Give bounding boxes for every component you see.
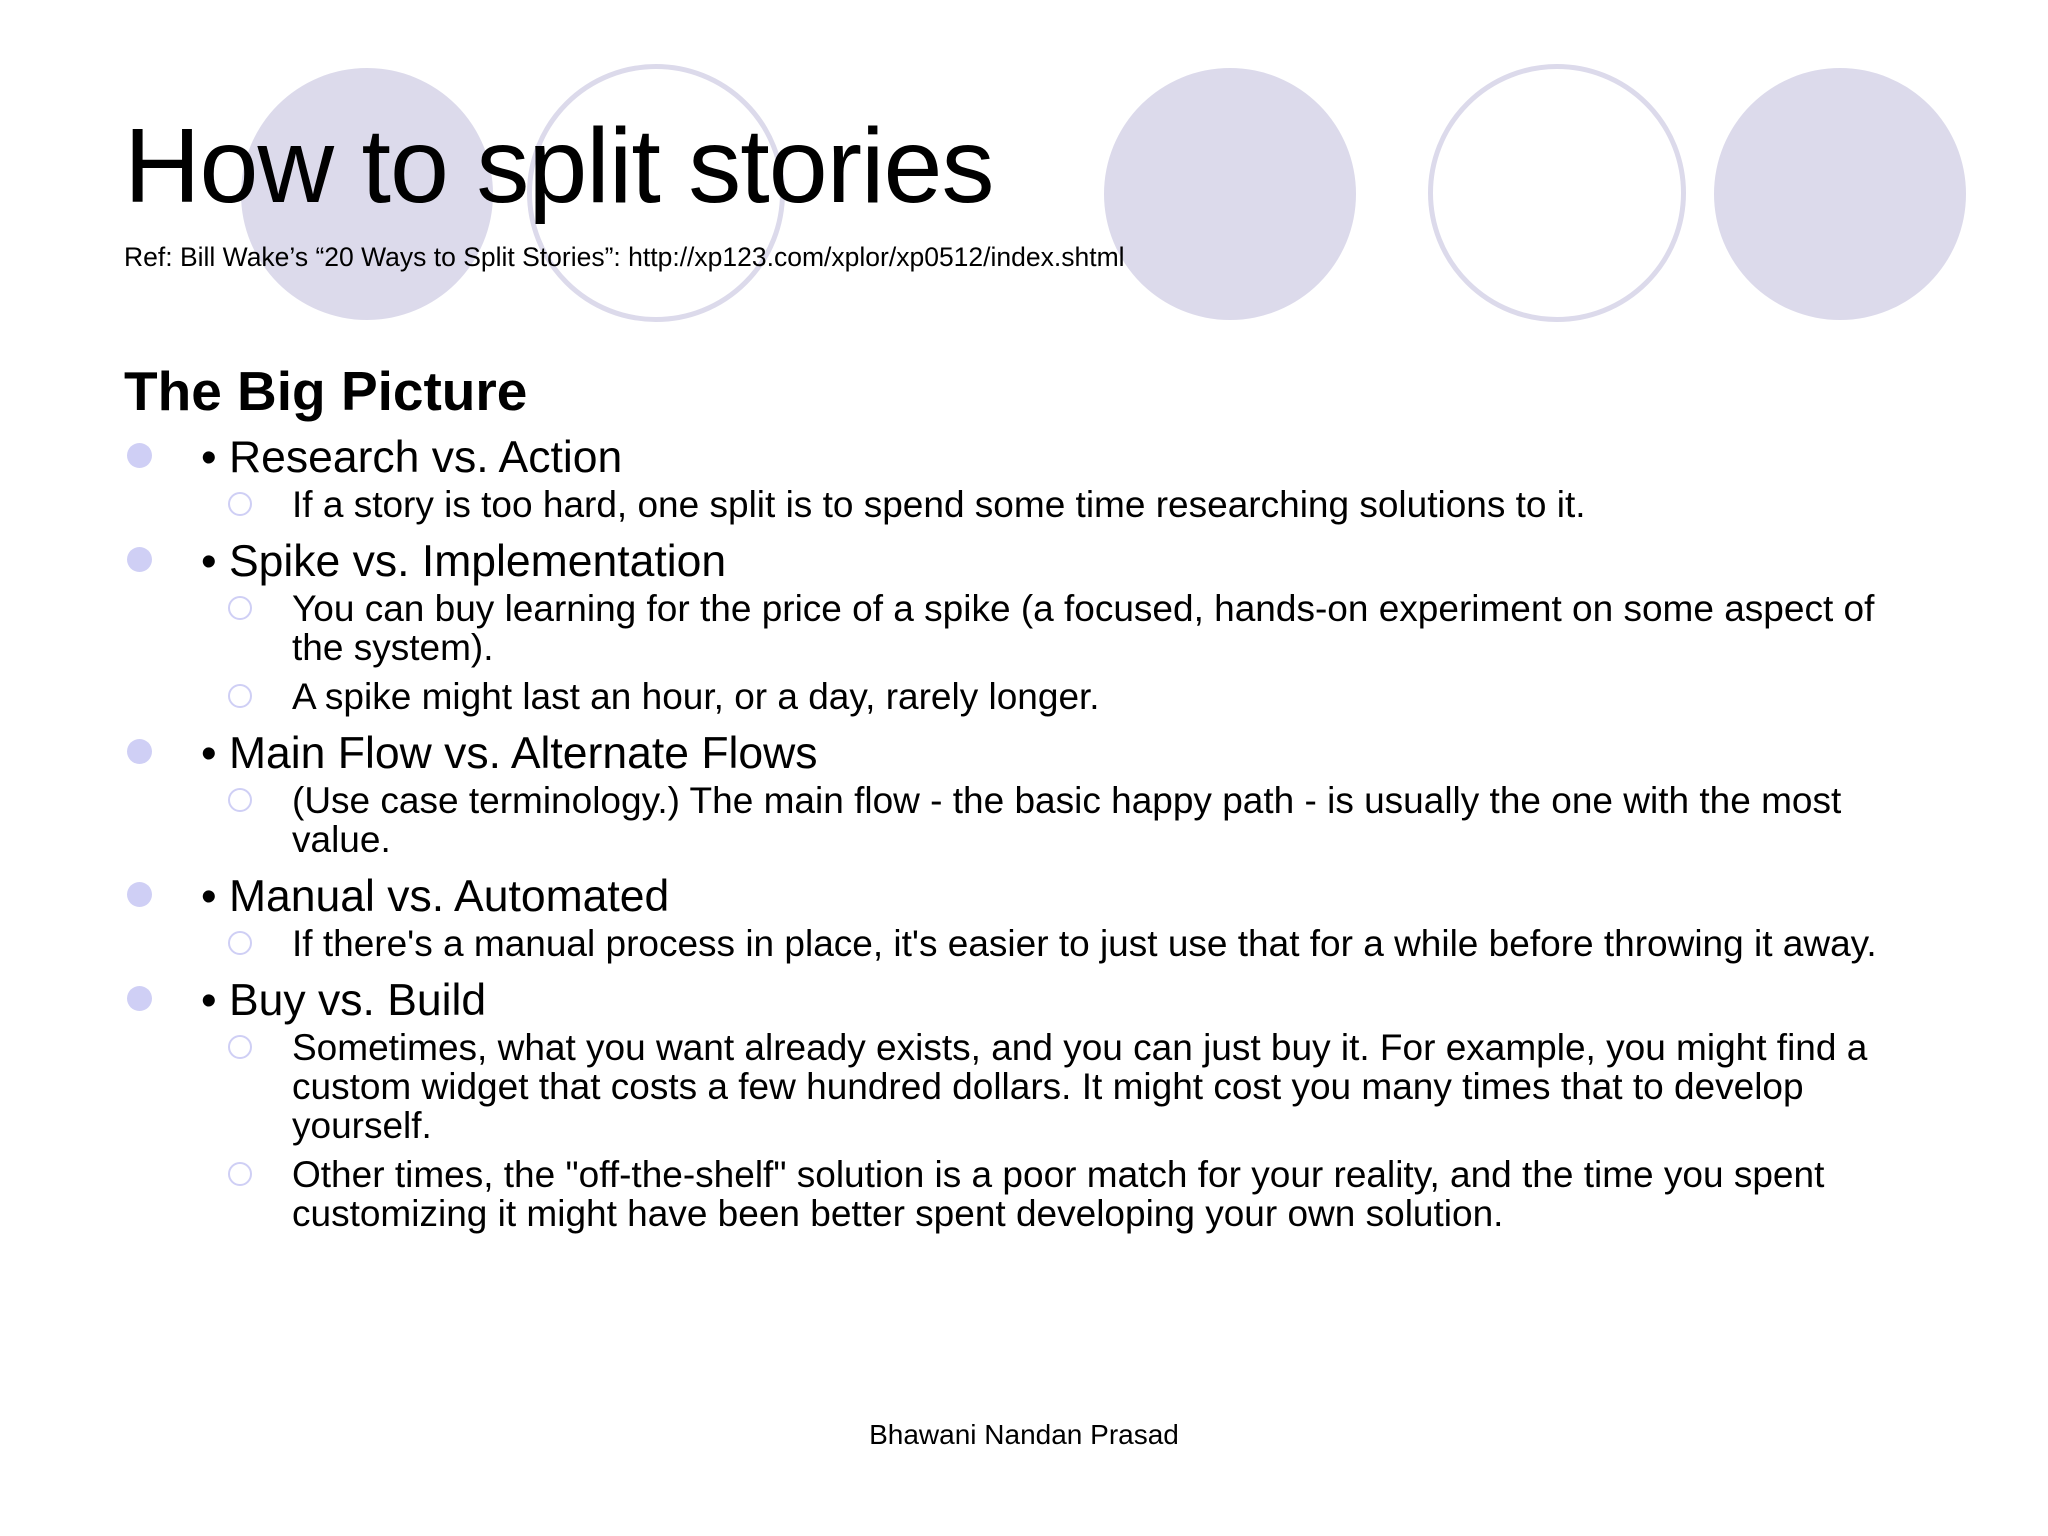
footer-author: Bhawani Nandan Prasad — [869, 1419, 1179, 1450]
point-text: Sometimes, what you want already exists, and you can just buy it. For example, you might find a custom widget that costs a few hundred dollars. It might cost you many times that to develop yourself. — [292, 1027, 1868, 1146]
topic-item — [124, 430, 1924, 524]
point-item — [292, 781, 1924, 859]
hollow-circle-bullet-icon — [228, 684, 252, 708]
topic-label: • Manual vs. Automated — [201, 872, 670, 921]
point-list — [124, 589, 1924, 716]
topic-label: • Spike vs. Implementation — [201, 537, 727, 586]
topic-label: • Research vs. Action — [201, 433, 623, 482]
topic-row — [124, 726, 1924, 781]
topic-row — [124, 869, 1924, 924]
point-list — [124, 781, 1924, 859]
decorative-filled-circle — [1104, 68, 1356, 320]
topic-item — [124, 869, 1924, 963]
point-item — [292, 924, 1924, 963]
slide-title: How to split stories — [124, 107, 994, 225]
topic-row — [124, 430, 1924, 485]
point-text: Other times, the "off-the-shelf" solution is a poor match for your reality, and the time you spent customizing it might have been better spent developing your own solution. — [292, 1154, 1825, 1234]
point-item — [292, 677, 1924, 716]
filled-circle-bullet-icon — [127, 986, 152, 1011]
decorative-ring-circle — [1428, 64, 1686, 322]
decorative-filled-circle — [1714, 68, 1966, 320]
filled-circle-bullet-icon — [127, 443, 152, 468]
point-text: (Use case terminology.) The main flow - the basic happy path - is usually the one with the most value. — [292, 780, 1842, 860]
point-text: You can buy learning for the price of a spike (a focused, hands-on experiment on some aspect of the system). — [292, 588, 1875, 668]
topic-row — [124, 973, 1924, 1028]
topic-item — [124, 726, 1924, 859]
point-list — [124, 924, 1924, 963]
hollow-circle-bullet-icon — [228, 1162, 252, 1186]
filled-circle-bullet-icon — [127, 882, 152, 907]
hollow-circle-bullet-icon — [228, 492, 252, 516]
point-item — [292, 1155, 1924, 1233]
topic-outline — [124, 430, 1924, 1243]
point-text: If a story is too hard, one split is to spend some time researching solutions to it. — [292, 484, 1586, 525]
point-text: A spike might last an hour, or a day, rarely longer. — [292, 676, 1100, 717]
point-item — [292, 485, 1924, 524]
reference-line: Ref: Bill Wake’s “20 Ways to Split Stories”: http://xp123.com/xplor/xp0512/index.shtml — [124, 242, 1125, 272]
hollow-circle-bullet-icon — [228, 788, 252, 812]
topic-item — [124, 534, 1924, 716]
point-list — [124, 1028, 1924, 1233]
point-item — [292, 1028, 1924, 1145]
topic-label: • Buy vs. Build — [201, 976, 487, 1025]
filled-circle-bullet-icon — [127, 547, 152, 572]
topic-label: • Main Flow vs. Alternate Flows — [201, 729, 818, 778]
point-item — [292, 589, 1924, 667]
hollow-circle-bullet-icon — [228, 931, 252, 955]
topic-item — [124, 973, 1924, 1233]
point-list — [124, 485, 1924, 524]
section-heading: The Big Picture — [124, 360, 528, 422]
hollow-circle-bullet-icon — [228, 1035, 252, 1059]
point-text: If there's a manual process in place, it's easier to just use that for a while before throwing it away. — [292, 923, 1877, 964]
hollow-circle-bullet-icon — [228, 596, 252, 620]
filled-circle-bullet-icon — [127, 739, 152, 764]
topic-row — [124, 534, 1924, 589]
